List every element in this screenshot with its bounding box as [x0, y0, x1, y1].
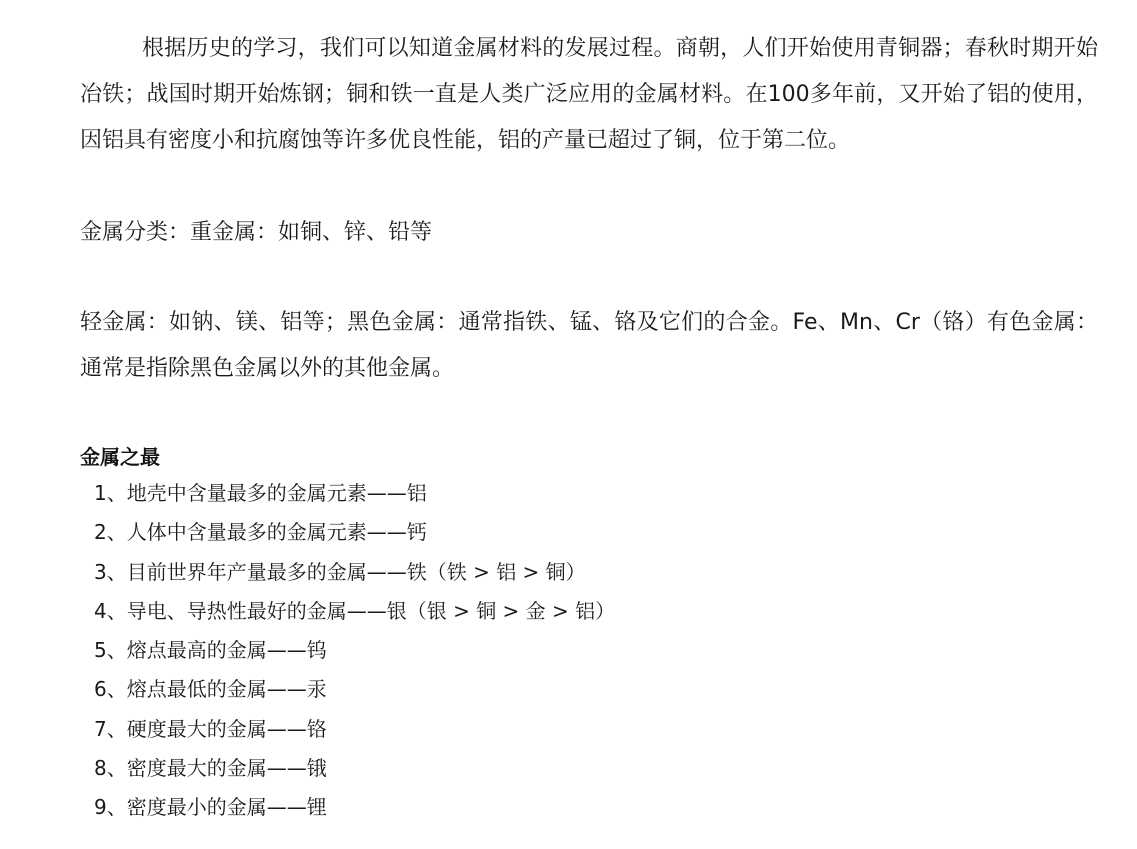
superlatives-list — [80, 474, 1097, 828]
spacer — [80, 256, 1097, 300]
list-item: 1、地壳中含量最多的金属元素——铝 — [94, 481, 427, 505]
spacer — [80, 164, 1097, 210]
classification-paragraph: 金属分类：重金属：如铜、锌、铅等 — [80, 220, 433, 245]
list-item: 6、熔点最低的金属——汞 — [94, 677, 327, 702]
list-item: 7、硬度最大的金属——铬 — [94, 716, 327, 741]
list-item: 2、人体中含量最多的金属元素——钙 — [94, 520, 427, 545]
list-item: 9、密度最小的金属——锂 — [94, 795, 327, 820]
spacer — [80, 392, 1097, 440]
superlatives-heading: 金属之最 — [80, 445, 160, 469]
list-item: 5、熔点最高的金属——钨 — [94, 638, 327, 663]
list-item: 4、导电、导热性最好的金属——银（银 > 铜 > 金 > 铝） — [94, 598, 616, 623]
intro-paragraph: 根据历史的学习，我们可以知道金属材料的发展过程。商朝，人们开始使用青铜器；春秋时期开始冶铁；战国时期开始炼钢；铜和铁一直是人类广泛应用的金属材料。在100多年前，又开始了铝的使用，因铝具有密度小和抗腐蚀等许多优良性能，铝的产量已超过了铜，位于第二位。 — [80, 36, 1098, 153]
light-metals-paragraph: 轻金属：如钠、镁、铝等；黑色金属：通常指铁、锰、铬及它们的合金。Fe、Mn、Cr（铬）有色金属：通常是指除黑色金属以外的其他金属。 — [80, 310, 1098, 381]
list-item: 8、密度最大的金属——锇 — [94, 756, 327, 781]
list-item: 3、目前世界年产量最多的金属——铁（铁 > 铝 > 铜） — [94, 559, 586, 584]
